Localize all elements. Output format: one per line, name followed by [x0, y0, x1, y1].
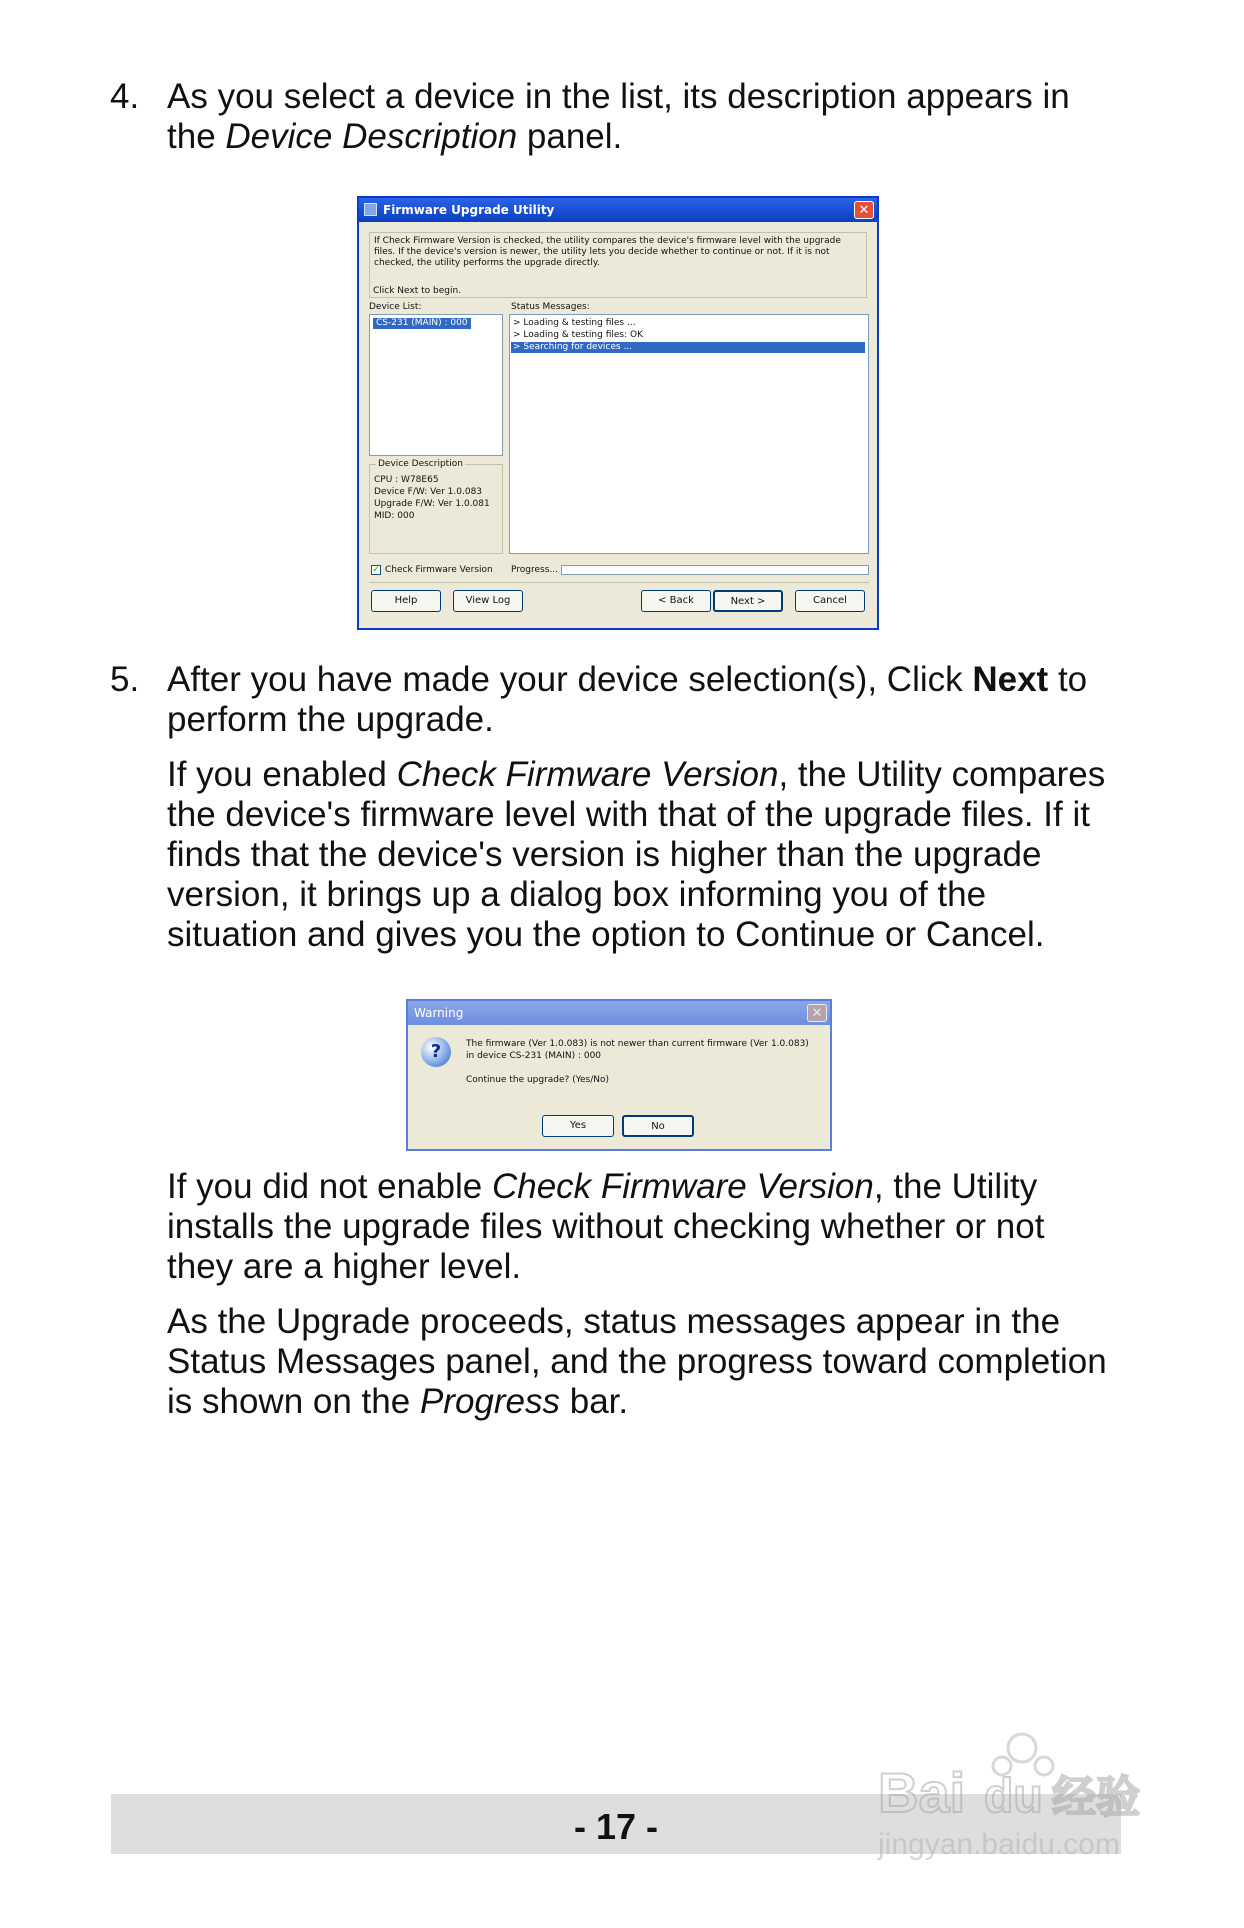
check-firmware-checkbox[interactable]: ✓ [372, 565, 380, 575]
step-5-text [167, 660, 1127, 740]
view-log-button[interactable]: View Log [453, 590, 523, 612]
no-button[interactable]: No [622, 1115, 694, 1137]
divider [369, 582, 869, 583]
status-line: > Loading & testing files: OK [513, 330, 643, 340]
watermark-url: jingyan.baidu.com [878, 1828, 1120, 1861]
paragraph-line: If you did not enable Check Firmware Version, the Utility [167, 1167, 1038, 1206]
check-firmware-label: Check Firmware Version [385, 565, 493, 575]
device-description-group [369, 459, 503, 554]
paragraph-line: finds that the device's version is higher than the upgrade [167, 835, 1042, 874]
status-line-selected: > Searching for devices ... [511, 342, 865, 353]
dialog-title: Firmware Upgrade Utility [383, 203, 555, 217]
status-messages-label: Status Messages: [511, 302, 590, 312]
step-4-line-1: As you select a device in the list, its description appears in [167, 77, 1070, 116]
step-4-line-2: the Device Description panel. [167, 117, 623, 156]
status-messages-list[interactable] [509, 314, 869, 554]
check-firmware-paragraph [167, 755, 1127, 955]
app-icon [364, 203, 377, 216]
close-icon[interactable]: ✕ [807, 1004, 827, 1022]
paragraph-line: version, it brings up a dialog box informing you of the [167, 875, 987, 914]
yes-button[interactable]: Yes [542, 1115, 614, 1137]
info-text: If Check Firmware Version is checked, the utility compares the device's firmware level with the upgrade files. If the device's version is newer, the utility lets you decide whether to continue or not. If it is not checked, the utility performs the upgrade directly. [374, 236, 841, 268]
description-line: CPU : W78E65 [374, 475, 439, 485]
paragraph-line: is shown on the Progress bar. [167, 1382, 629, 1421]
step-number: 4. [110, 77, 140, 116]
paragraph-line: situation and gives you the option to Continue or Cancel. [167, 915, 1045, 954]
watermark-brand-2: du [984, 1770, 1043, 1823]
watermark-brand: Bai [878, 1761, 966, 1824]
back-button[interactable]: < Back [641, 590, 711, 612]
warning-message: in device CS-231 (MAIN) : 000 [466, 1051, 602, 1061]
page-number: - 17 - [573, 1806, 659, 1847]
device-description-label: Device Description [378, 459, 463, 469]
next-button[interactable]: Next > [713, 590, 783, 612]
paragraph-line: If you enabled Check Firmware Version, the Utility compares [167, 755, 1106, 794]
help-button[interactable]: Help [371, 590, 441, 612]
paragraph-line: As the Upgrade proceeds, status messages appear in the [167, 1302, 1061, 1341]
paragraph-line: installs the upgrade files without checking whether or not [167, 1207, 1045, 1246]
warning-titlebar [408, 1001, 830, 1025]
step-5-line-1: After you have made your device selection(s), Click Next to [167, 660, 1088, 699]
close-icon[interactable]: ✕ [854, 201, 874, 219]
firmware-upgrade-dialog [357, 196, 879, 630]
step-5-line-2: perform the upgrade. [167, 700, 494, 739]
description-line: Upgrade F/W: Ver 1.0.081 [374, 499, 490, 509]
baidu-watermark [872, 1714, 1172, 1874]
cancel-button[interactable]: Cancel [795, 590, 865, 612]
progress-label: Progress... [511, 565, 558, 575]
step-4-text [167, 77, 1127, 157]
no-check-paragraph [167, 1167, 1127, 1287]
device-list[interactable] [369, 314, 503, 456]
watermark-cn: 经验 [1052, 1772, 1140, 1823]
paragraph-line: Status Messages panel, and the progress toward completion [167, 1342, 1107, 1381]
description-line: MID: 000 [374, 511, 415, 521]
step-number: 5. [110, 660, 140, 699]
paragraph-line: they are a higher level. [167, 1247, 522, 1286]
progress-paragraph [167, 1302, 1127, 1422]
warning-message: The firmware (Ver 1.0.083) is not newer than current firmware (Ver 1.0.083) [466, 1039, 809, 1049]
description-line: Device F/W: Ver 1.0.083 [374, 487, 483, 497]
paragraph-line: the device's firmware level with that of the upgrade files. If it [167, 795, 1090, 834]
warning-dialog [406, 999, 832, 1151]
click-next-hint: Click Next to begin. [373, 286, 462, 296]
device-list-label: Device List: [369, 302, 422, 312]
dialog-titlebar [359, 198, 877, 222]
warning-title: Warning [414, 1006, 464, 1020]
question-icon: ? [421, 1037, 451, 1067]
progress-bar [561, 565, 869, 575]
device-list-item[interactable]: CS-231 (MAIN) : 000 [373, 318, 471, 329]
status-line: > Loading & testing files ... [513, 318, 636, 328]
warning-question: Continue the upgrade? (Yes/No) [466, 1075, 610, 1085]
